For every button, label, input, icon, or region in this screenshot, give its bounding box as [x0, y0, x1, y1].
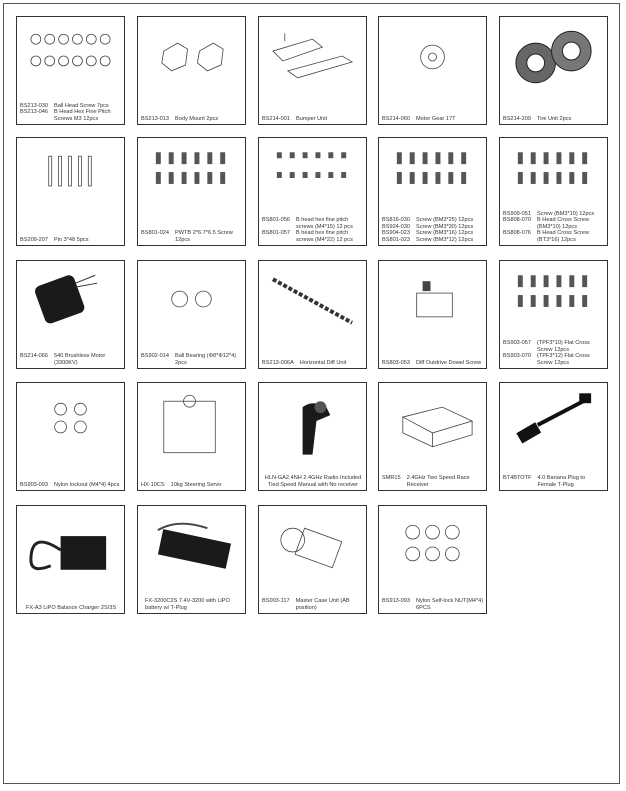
caption-line [141, 598, 243, 611]
part-description: B head hex fine pitch screws (M4*15) 12 pcs [296, 217, 353, 230]
part-description: HLN-GA2.4NH 2.4GHz Radio Included Tied Speed Manual with No receiver [264, 475, 362, 488]
part-card [378, 505, 487, 614]
part-code: BS214-209 [503, 115, 531, 122]
part-caption [141, 230, 243, 243]
part-code: BS803-053 [382, 359, 410, 366]
part-description: Nylon lockout (M4*4) 4pcs [54, 481, 120, 488]
part-description: PWTB 2*6.7*6.5 Screw 12pcs [175, 230, 233, 243]
master-case-icon [263, 510, 362, 582]
part-caption [141, 598, 243, 611]
caption-line [503, 475, 605, 488]
part-description: Nylon Self-lock NUT(M4*4) 6PCS [416, 598, 484, 611]
part-code: BS213-006A [262, 359, 294, 366]
part-card [258, 382, 367, 491]
part-description: Horizontal Diff Unit [299, 359, 347, 366]
part-card [16, 382, 125, 491]
part-caption [382, 116, 484, 122]
part-card [378, 137, 487, 246]
part-description: Tire Unit 2pcs [537, 115, 572, 122]
part-caption [262, 217, 364, 243]
part-caption [382, 475, 484, 488]
lock-nut-icon [21, 387, 120, 459]
part-card [378, 260, 487, 369]
part-code: BS816-030 [382, 217, 410, 224]
part-caption [141, 482, 243, 488]
part-caption [262, 116, 364, 122]
part-description: Screw (BM3*30) 12pcs [416, 223, 474, 230]
part-card [378, 382, 487, 491]
part-code: BS902-014 [141, 353, 169, 360]
caption-line [503, 116, 605, 122]
part-description: 10kg Steering Servo [170, 481, 222, 488]
part-code: BS214-060 [382, 115, 410, 122]
part-card [499, 16, 608, 125]
caption-line [382, 475, 484, 488]
part-card [258, 137, 367, 246]
cross-screws-icon [504, 142, 603, 214]
part-card [499, 260, 608, 369]
caption-line [141, 482, 243, 488]
caption-line [262, 230, 364, 243]
part-description: Motor Gear 17T [416, 115, 456, 122]
part-code: BS903-070 [503, 353, 531, 360]
part-code: BT4BTOTF [503, 475, 532, 482]
part-description: Screw (BM3*10) 12pcs [537, 210, 595, 217]
caption-line [503, 340, 605, 353]
part-caption [503, 211, 605, 243]
part-description: Screw (BM3*16) 12pcs [416, 230, 474, 237]
part-caption [262, 475, 364, 488]
part-description: (TPF3*10) Flat Cross Screw 12pcs [537, 340, 590, 353]
part-code: BS213-013 [141, 115, 169, 122]
part-description: Pin 3*48 5pcs [54, 236, 89, 243]
part-code: BS213-030 [20, 102, 48, 109]
part-caption [503, 475, 605, 488]
part-code: SMR15 [382, 475, 401, 482]
part-card [258, 260, 367, 369]
caption-line [141, 116, 243, 122]
caption-line [20, 605, 122, 611]
caption-line [141, 353, 243, 366]
caption-line [262, 598, 364, 611]
part-description: Diff Outdrive Dowel Screw [416, 359, 482, 366]
part-card [258, 505, 367, 614]
caption-line [262, 475, 364, 488]
part-code: BS209-207 [20, 236, 48, 243]
flat-screws-icon [504, 265, 603, 337]
part-caption [20, 353, 122, 366]
caption-line [262, 116, 364, 122]
part-card [16, 16, 125, 125]
lipo-battery-icon [142, 510, 241, 582]
part-code: BS214-066 [20, 353, 48, 360]
part-caption [141, 353, 243, 366]
caption-line [20, 109, 122, 122]
part-caption [382, 598, 484, 611]
part-description: Screw (BM3*25) 12pcs [416, 217, 474, 224]
caption-line [503, 217, 605, 230]
part-code: BS904-023 [382, 230, 410, 237]
screws-icon [142, 142, 241, 214]
hex-screws-icon [263, 142, 362, 214]
part-code: BS801-024 [141, 230, 169, 237]
part-code: BS003-117 [262, 598, 290, 605]
caption-line [20, 353, 122, 366]
part-card [137, 382, 246, 491]
part-code: BS913-093 [382, 598, 410, 605]
part-code: BS801-056 [262, 217, 290, 224]
banana-plug-adapter-icon [504, 387, 603, 459]
part-description: (TPF3*12) Flat Cross Screw 12pcs [537, 353, 590, 366]
caption-line [262, 217, 364, 230]
part-code: BS808-070 [503, 217, 531, 224]
part-description: B Head Cross Screw (BM3*10) 12pcs [537, 217, 589, 230]
radio-transmitter-icon [263, 387, 362, 459]
caption-line [382, 360, 484, 366]
part-caption [262, 598, 364, 611]
steering-servo-icon [142, 387, 241, 459]
caption-line [141, 230, 243, 243]
part-description: Ball Head Screw 7pcs [54, 102, 109, 109]
part-card [16, 505, 125, 614]
brushless-motor-icon [21, 265, 120, 337]
part-caption [141, 116, 243, 122]
bumper-unit-icon [263, 21, 362, 93]
part-card [16, 137, 125, 246]
caption-line [382, 598, 484, 611]
caption-line [503, 353, 605, 366]
part-description: Ball Bearing (Φ8*Φ12*4) 2pcs [175, 353, 237, 366]
part-card [378, 16, 487, 125]
dowel-screw-icon [383, 265, 482, 337]
part-code: BS808-076 [503, 230, 531, 237]
caption-line [20, 482, 122, 488]
part-code: BS909-051 [503, 210, 531, 217]
part-description: 4.0 Banana Plug to Female T-Plug [537, 475, 586, 488]
part-code: BS214-001 [262, 115, 290, 122]
part-description: B head hex fine pitch screws (M4*22) 12 pcs [296, 230, 353, 243]
part-code: BS903-057 [503, 340, 531, 347]
part-code: BS924-030 [382, 223, 410, 230]
part-caption [503, 116, 605, 122]
part-code: BS213-046 [20, 109, 48, 116]
part-card [137, 16, 246, 125]
caption-line [262, 360, 364, 366]
pins-icon [21, 142, 120, 214]
ball-bearing-icon [142, 265, 241, 337]
part-caption [382, 217, 484, 243]
caption-line [382, 116, 484, 122]
part-card [137, 260, 246, 369]
part-card [499, 137, 608, 246]
caption-line [382, 237, 484, 243]
part-caption [20, 605, 122, 611]
part-caption [503, 340, 605, 366]
motor-gear-icon [383, 21, 482, 93]
part-code: BS801-023 [382, 236, 410, 243]
diff-unit-icon [263, 265, 362, 337]
part-description: Bumper Unit [296, 115, 328, 122]
part-card [137, 137, 246, 246]
part-code: BS903-093 [20, 481, 48, 488]
part-description: 540 Brushless Motor (3300KV) [54, 353, 106, 366]
tire-unit-icon [504, 21, 603, 93]
part-caption [20, 237, 122, 243]
lock-nut-icon [383, 510, 482, 582]
part-card [258, 16, 367, 125]
charger-icon [21, 510, 120, 582]
caption-line [503, 230, 605, 243]
part-caption [20, 103, 122, 122]
part-description: Body Mount 2pcs [175, 115, 219, 122]
part-card [499, 382, 608, 491]
part-card [137, 505, 246, 614]
part-description: 2.4GHz Two Speed Race Receiver [406, 475, 470, 488]
part-description: B Head Cross Screw (BT3*16) 12pcs [537, 230, 589, 243]
part-description: B Head Hex Fine Pitch Screws M3 12pcs [54, 109, 111, 122]
part-code: BS801-057 [262, 230, 290, 237]
screws-icon [383, 142, 482, 214]
receiver-icon [383, 387, 482, 459]
ball-head-screws-icon [21, 21, 120, 93]
part-description: FX-A3 LiPO Balance Charger 2S/3S [25, 604, 117, 611]
part-card [16, 260, 125, 369]
part-description: Screw (BM3*12) 12pcs [416, 236, 474, 243]
body-mount-icon [142, 21, 241, 93]
part-description: FX-3200C2S 7.4V-3200 with LiPO battery w/ T-Plug [145, 598, 230, 611]
part-caption [262, 360, 364, 366]
caption-line [20, 237, 122, 243]
part-caption [20, 482, 122, 488]
part-description: Master Case Unit (AB position) [295, 598, 350, 611]
part-caption [382, 360, 484, 366]
part-code: HX-10CS [141, 481, 165, 488]
